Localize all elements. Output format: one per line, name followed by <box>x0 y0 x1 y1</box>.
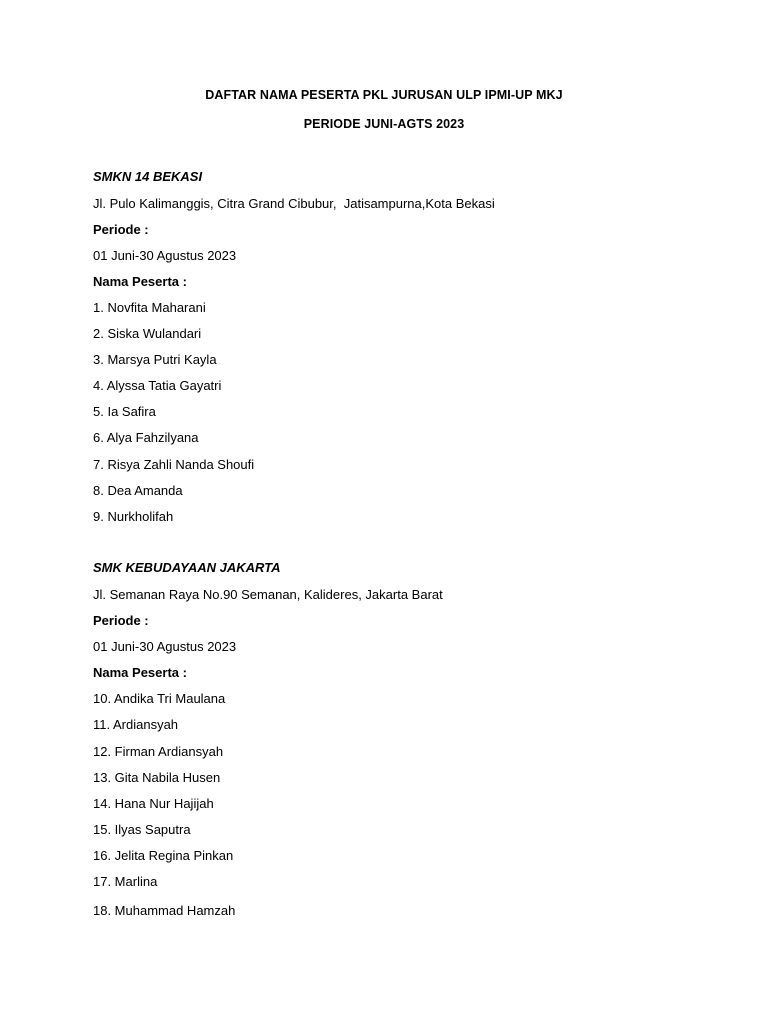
periode-label: Periode : <box>93 222 149 237</box>
participant-item: 3. Marsya Putri Kayla <box>93 352 217 367</box>
peserta-label: Nama Peserta : <box>93 274 187 289</box>
school-name: SMK KEBUDAYAAN JAKARTA <box>93 560 281 575</box>
participant-item: 16. Jelita Regina Pinkan <box>93 848 234 863</box>
participant-item: 17. Marlina <box>93 874 158 889</box>
participant-item: 8. Dea Amanda <box>93 483 183 498</box>
participant-item: 18. Muhammad Hamzah <box>93 903 236 918</box>
participant-item: 9. Nurkholifah <box>93 509 174 524</box>
participant-item: 11. Ardiansyah <box>93 717 179 732</box>
participant-item: 4. Alyssa Tatia Gayatri <box>93 378 222 393</box>
participant-item: 2. Siska Wulandari <box>93 326 202 341</box>
school-address: Jl. Pulo Kalimanggis, Citra Grand Cibubur, Jatisampurna,Kota Bekasi <box>93 196 495 211</box>
periode-value: 01 Juni-30 Agustus 2023 <box>93 639 237 654</box>
participant-item: 5. Ia Safira <box>93 404 156 419</box>
participant-item: 7. Risya Zahli Nanda Shoufi <box>93 457 255 472</box>
school-address: Jl. Semanan Raya No.90 Semanan, Kalideres, Jakarta Barat <box>93 587 443 602</box>
school-name: SMKN 14 BEKASI <box>93 169 203 184</box>
participant-item: 13. Gita Nabila Husen <box>93 770 221 785</box>
participant-item: 15. Ilyas Saputra <box>93 822 191 837</box>
participant-item: 1. Novfita Maharani <box>93 300 206 315</box>
participant-item: 14. Hana Nur Hajijah <box>93 796 214 811</box>
participant-item: 12. Firman Ardiansyah <box>93 744 224 759</box>
participant-item: 6. Alya Fahzilyana <box>93 430 199 445</box>
periode-value: 01 Juni-30 Agustus 2023 <box>93 248 237 263</box>
peserta-label: Nama Peserta : <box>93 665 187 680</box>
participant-item: 10. Andika Tri Maulana <box>93 691 226 706</box>
periode-label: Periode : <box>93 613 149 628</box>
document-period-title: PERIODE JUNI-AGTS 2023 <box>303 117 465 131</box>
document-title: DAFTAR NAMA PESERTA PKL JURUSAN ULP IPMI-UP MKJ <box>205 88 563 102</box>
